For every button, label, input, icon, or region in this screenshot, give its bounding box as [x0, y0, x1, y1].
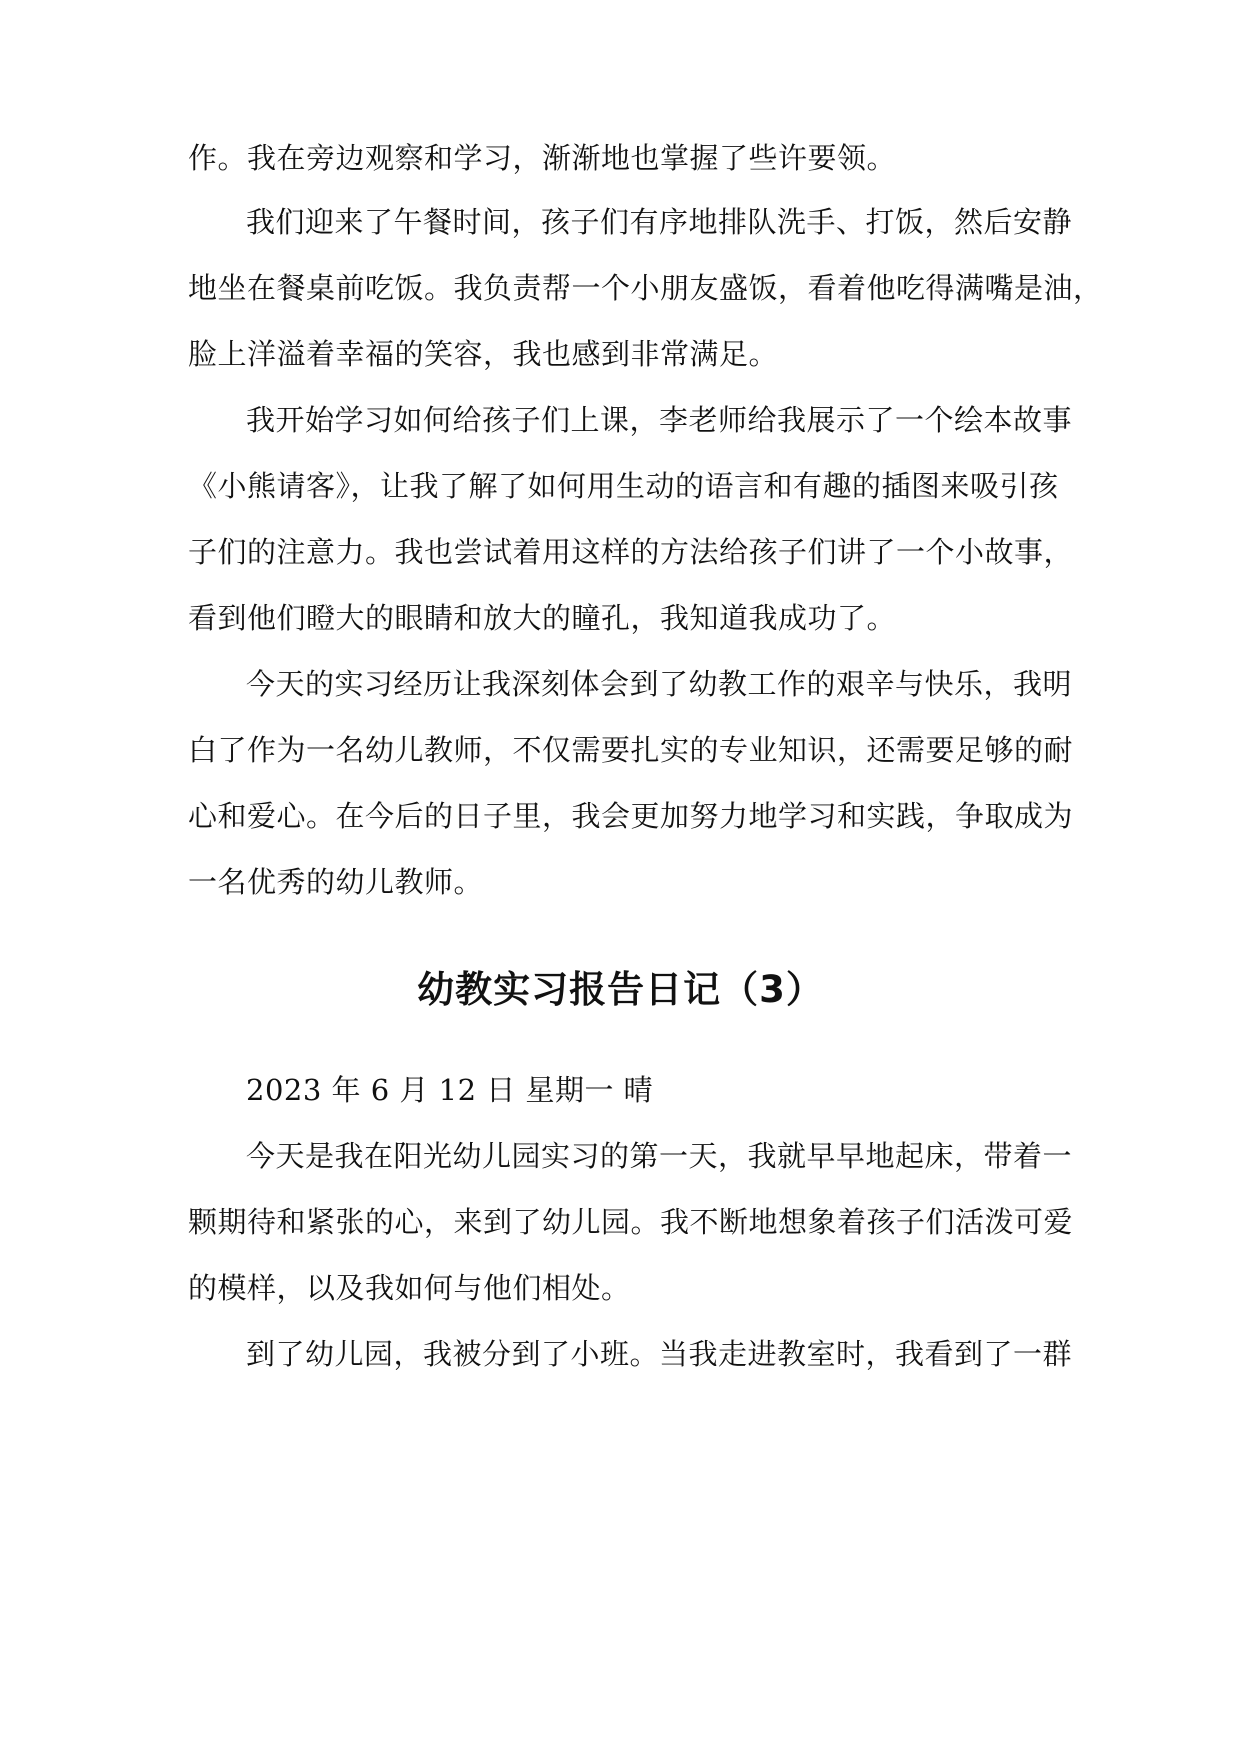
text-line: 一名优秀的幼儿教师。	[188, 865, 484, 899]
diary-date-line: 2023 年 6 月 12 日 星期一 晴	[246, 1073, 654, 1107]
text-line: 心和爱心。在今后的日子里，我会更加努力地学习和实践，争取成为	[188, 799, 1074, 833]
paragraph-first-line: 到了幼儿园，我被分到了小班。当我走进教室时，我看到了一群	[246, 1337, 1073, 1371]
text-line: 子们的注意力。我也尝试着用这样的方法给孩子们讲了一个小故事，	[188, 535, 1074, 569]
text-line: 白了作为一名幼儿教师，不仅需要扎实的专业知识，还需要足够的耐	[188, 733, 1074, 767]
text-line: 地坐在餐桌前吃饭。我负责帮一个小朋友盛饭，看着他吃得满嘴是油，	[188, 271, 1103, 305]
text-line: 《小熊请客》，让我了解了如何用生动的语言和有趣的插图来吸引孩	[188, 469, 1059, 503]
paragraph-first-line: 我们迎来了午餐时间，孩子们有序地排队洗手、打饭，然后安静	[246, 205, 1073, 239]
section-title: 幼教实习报告日记（3）	[417, 968, 824, 1011]
text-line: 的模样，以及我如何与他们相处。	[188, 1271, 631, 1305]
text-line: 颗期待和紧张的心，来到了幼儿园。我不断地想象着孩子们活泼可爱	[188, 1205, 1074, 1239]
paragraph-first-line: 今天是我在阳光幼儿园实习的第一天，我就早早地起床，带着一	[246, 1139, 1073, 1173]
text-line: 看到他们瞪大的眼睛和放大的瞳孔，我知道我成功了。	[188, 601, 897, 635]
paragraph-first-line: 我开始学习如何给孩子们上课，李老师给我展示了一个绘本故事	[246, 403, 1073, 437]
text-line: 脸上洋溢着幸福的笑容，我也感到非常满足。	[188, 337, 779, 371]
paragraph-first-line: 今天的实习经历让我深刻体会到了幼教工作的艰辛与快乐，我明	[246, 667, 1073, 701]
text-line: 作。我在旁边观察和学习，渐渐地也掌握了些许要领。	[188, 141, 897, 175]
